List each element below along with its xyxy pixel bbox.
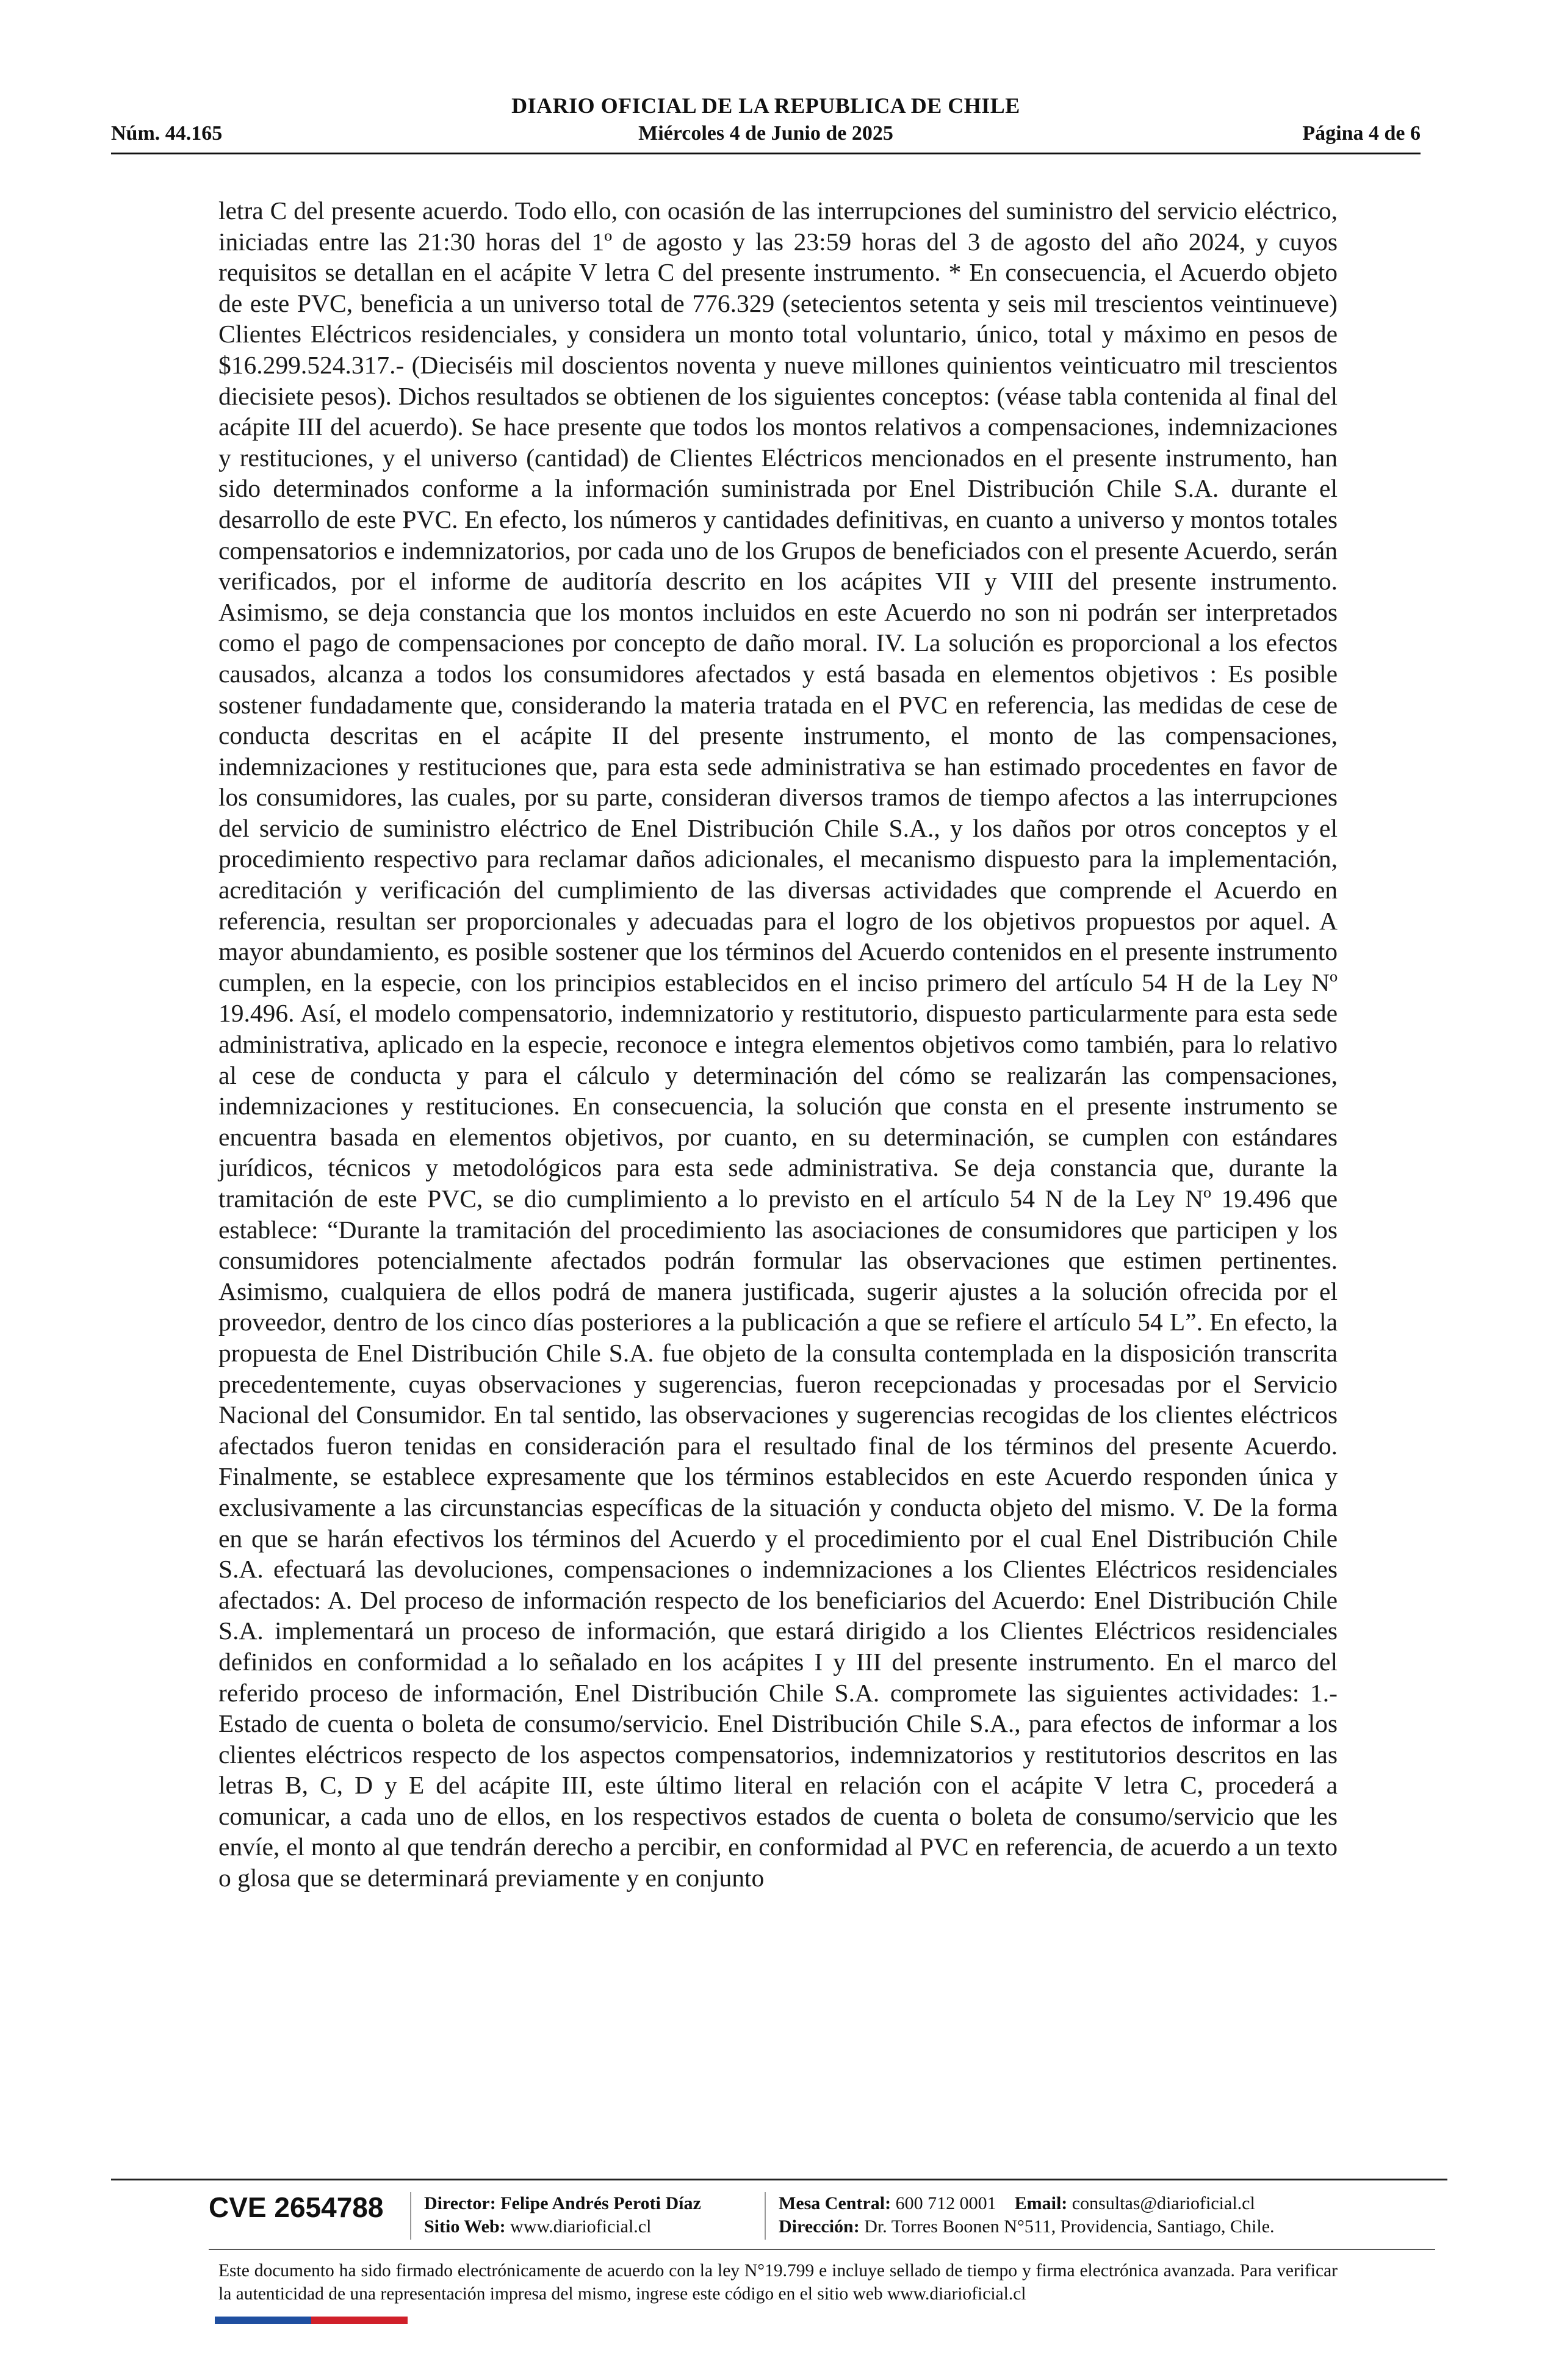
email-link[interactable]: consultas@diarioficial.cl <box>1072 2193 1255 2213</box>
address-value: Dr. Torres Boonen N°511, Providencia, Santiago, Chile. <box>864 2216 1275 2237</box>
site-label: Sitio Web: <box>424 2216 506 2237</box>
mesa-value: 600 712 0001 <box>895 2193 996 2213</box>
footer-note-divider <box>209 2249 1435 2250</box>
footer-contact-block <box>779 2192 1275 2238</box>
page-number: Página 4 de 6 <box>1302 122 1421 145</box>
newspaper-title: DIARIO OFICIAL DE LA REPUBLICA DE CHILE <box>511 93 1020 118</box>
email-label: Email: <box>1014 2193 1068 2213</box>
page-header <box>111 93 1421 154</box>
body-paragraph: letra C del presente acuerdo. Todo ello, con ocasión de las interrupciones del suministro del servicio eléctrico, iniciadas entre las 21:30 horas del 1º de agosto y las 23:59 horas del 3 de agosto del año 2024, y cuyos requisitos se detallan en el acápite V letra C del presente instrumento. * En consecuencia, el Acuerdo objeto de este PVC, beneficia a un universo total de 776.329 (setecientos setenta y seis mil trescientos veintinueve) Clientes Eléctricos residenciales, y considera un monto total voluntario, único, total y máximo en pesos de $16.299.524.317.- (Dieciséis mil doscientos noventa y nueve millones quinientos veinticuatro mil trescientos diecisiete pesos). Dichos resultados se obtienen de los siguientes conceptos: (véase tabla contenida al final del acápite III del acuerdo). Se hace presente que todos los montos relativos a compensaciones, indemnizaciones y restituciones, y el universo (cantidad) de Clientes Eléctricos mencionados en el presente instrumento, han sido determinados conforme a la información suministrada por Enel Distribución Chile S.A. durante el desarrollo de este PVC. En efecto, los números y cantidades definitivas, en cuanto a universo y montos totales compensatorios e indemnizatorios, por cada uno de los Grupos de beneficiados con el presente Acuerdo, serán verificados, por el informe de auditoría descrito en los acápites VII y VIII del presente instrumento. Asimismo, se deja constancia que los montos incluidos en este Acuerdo no son ni podrán ser interpretados como el pago de compensaciones por concepto de daño moral. IV. La solución es proporcional a los efectos causados, alcanza a todos los consumidores afectados y está basada en elementos objetivos : Es posible sostener fundadamente que, considerando la materia tratada en el PVC en referencia, las medidas de cese de conducta descritas en el acápite II del presente instrumento, el monto de las compensaciones, indemnizaciones y restituciones que, para esta sede administrativa se han estimado procedentes en favor de los consumidores, las cuales, por su parte, consideran diversos tramos de tiempo afectos a las interrupciones del servicio de suministro eléctrico de Enel Distribución Chile S.A., y los daños por otros conceptos y el procedimiento respectivo para reclamar daños adicionales, el mecanismo dispuesto para la implementación, acreditación y verificación del cumplimiento de las diversas actividades que comprende el Acuerdo en referencia, resultan ser proporcionales y adecuadas para el logro de los objetivos propuestos por aquel. A mayor abundamiento, es posible sostener que los términos del Acuerdo contenidos en el presente instrumento cumplen, en la especie, con los principios establecidos en el inciso primero del artículo 54 H de la Ley Nº 19.496. Así, el modelo compensatorio, indemnizatorio y restitutorio, dispuesto particularmente para esta sede administrativa, aplicado en la especie, reconoce e integra elementos objetivos como también, para lo relativo al cese de conducta y para el cálculo y determinación del cómo se realizarán las compensaciones, indemnizaciones y restituciones. En consecuencia, la solución que consta en el presente instrumento se encuentra basada en elementos objetivos, por cuanto, en su determinación, se cumplen con estándares jurídicos, técnicos y metodológicos para esta sede administrativa. Se deja constancia que, durante la tramitación de este PVC, se dio cumplimiento a lo previsto en el artículo 54 N de la Ley Nº 19.496 que establece: “Durante la tramitación del procedimiento las asociaciones de consumidores que participen y los consumidores potencialmente afectados podrán formular las observaciones que estimen pertinentes. Asimismo, cualquiera de ellos podrá de manera justificada, sugerir ajustes a la solución ofrecida por el proveedor, dentro de los cinco días posteriores a la publicación a que se refiere el artículo 54 L”. En efecto, la propuesta de Enel Distribución Chile S.A. fue objeto de la consulta contemplada en la disposición transcrita precedentemente, cuyas observaciones y sugerencias, fueron recepcionadas y procesadas por el Servicio Nacional del Consumidor. En tal sentido, las observaciones y sugerencias recogidas de los clientes eléctricos afectados fueron tenidas en consideración para el resultado final de los términos del presente Acuerdo. Finalmente, se establece expresamente que los términos establecidos en este Acuerdo responden única y exclusivamente a las circunstancias específicas de la situación y conducta objeto del mismo. V. De la forma en que se harán efectivos los términos del Acuerdo y el procedimiento por el cual Enel Distribución Chile S.A. efectuará las devoluciones, compensaciones o indemnizaciones a los Clientes Eléctricos residenciales afectados: A. Del proceso de información respecto de los beneficiarios del Acuerdo: Enel Distribución Chile S.A. implementará un proceso de información, que estará dirigido a los Clientes Eléctricos residenciales definidos en conformidad a lo señalado en los acápites I y III del presente instrumento. En el marco del referido proceso de información, Enel Distribución Chile S.A. compromete las siguientes actividades: 1.- Estado de cuenta o boleta de consumo/servicio. Enel Distribución Chile S.A., para efectos de informar a los clientes eléctricos respecto de los aspectos compensatorios, indemnizatorios y restitutorios descritos en las letras B, C, D y E del acápite III, este último literal en relación con el acápite V letra C, procederá a comunicar, a cada uno de ellos, en los respectivos estados de cuenta o boleta de consumo/servicio que les envíe, el monto al que tendrán derecho a percibir, en conformidad al PVC en referencia, de acuerdo a un texto o glosa que se determinará previamente y en conjunto <box>218 197 1338 1892</box>
header-divider <box>111 153 1421 154</box>
site-link[interactable]: www.diarioficial.cl <box>510 2216 652 2237</box>
issue-date: Miércoles 4 de Junio de 2025 <box>638 122 893 145</box>
director-label: Director: <box>424 2193 496 2213</box>
footer-separator <box>765 2192 766 2240</box>
flag-stripe-red <box>311 2317 408 2324</box>
footer-divider <box>111 2179 1447 2180</box>
director-name: Felipe Andrés Peroti Díaz <box>500 2193 701 2213</box>
flag-stripe-blue <box>215 2317 311 2324</box>
signature-note: Este documento ha sido firmado electrónicamente de acuerdo con la ley N°19.799 e incluye sellado de tiempo y firma electrónica avanzada. Para verificar la autenticidad de una representación impresa del mismo, ingrese este código en el sitio web www.diarioficial.cl <box>218 2261 1338 2304</box>
issue-number: Núm. 44.165 <box>111 122 223 145</box>
mesa-label: Mesa Central: <box>779 2193 891 2213</box>
cve-code: CVE 2654788 <box>209 2191 384 2223</box>
address-label: Dirección: <box>779 2216 860 2237</box>
footer-separator <box>410 2192 411 2240</box>
footer-director-block <box>424 2192 701 2238</box>
